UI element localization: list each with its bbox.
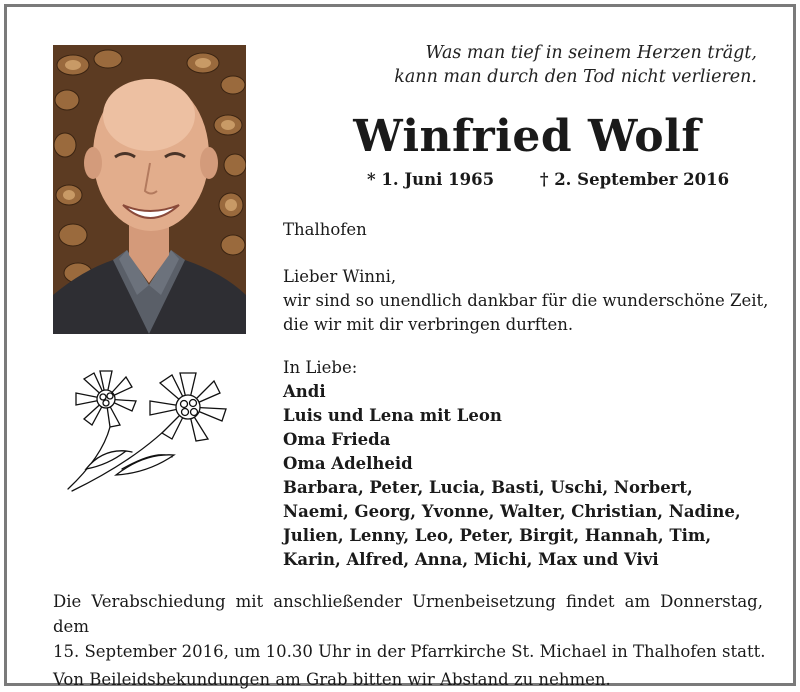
mourner-line: Karin, Alfred, Anna, Michi, Max und Vivi [283, 550, 659, 569]
message-line: Lieber Winni, [283, 267, 397, 286]
quote-line: Was man tief in seinem Herzen trägt, [425, 43, 757, 63]
mourners-intro: In Liebe: [283, 358, 358, 377]
edelweiss-icon [62, 357, 242, 501]
notice-line: Die Verabschiedung mit anschließender Urnenbeisetzung findet am Donnerstag, dem [53, 592, 763, 636]
portrait-photo [53, 45, 246, 334]
memorial-quote [387, 41, 757, 89]
mourner-line: Naemi, Georg, Yvonne, Walter, Christian, Nadine, [283, 502, 741, 521]
message-line: wir sind so unendlich dankbar für die wunderschöne Zeit, [283, 291, 769, 310]
quote-line: kann man durch den Tod nicht verlieren. [394, 67, 757, 87]
farewell-message [283, 265, 768, 337]
mourner-line: Oma Adelheid [283, 454, 413, 473]
deceased-name: Winfried Wolf [353, 111, 701, 162]
hometown: Thalhofen [283, 220, 367, 239]
mourner-line: Luis und Lena mit Leon [283, 406, 502, 425]
life-dates [367, 170, 729, 189]
mourners-list [283, 356, 741, 572]
mourner-line: Barbara, Peter, Lucia, Basti, Uschi, Norbert, [283, 478, 693, 497]
death-date: † 2. September 2016 [539, 170, 730, 189]
message-line: die wir mit dir verbringen durften. [283, 315, 574, 334]
mourner-line: Oma Frieda [283, 430, 391, 449]
obituary-frame [4, 4, 796, 689]
condolence-note: Von Beileidsbekundungen am Grab bitten wir Abstand zu nehmen. [53, 670, 611, 689]
mourner-line: Andi [283, 382, 326, 401]
service-notice [53, 589, 766, 692]
notice-line: 15. September 2016, um 10.30 Uhr in der Pfarrkirche St. Michael in Thalhofen statt. [53, 642, 766, 661]
birth-date: * 1. Juni 1965 [367, 170, 495, 189]
mourner-line: Julien, Lenny, Leo, Peter, Birgit, Hannah, Tim, [283, 526, 712, 545]
